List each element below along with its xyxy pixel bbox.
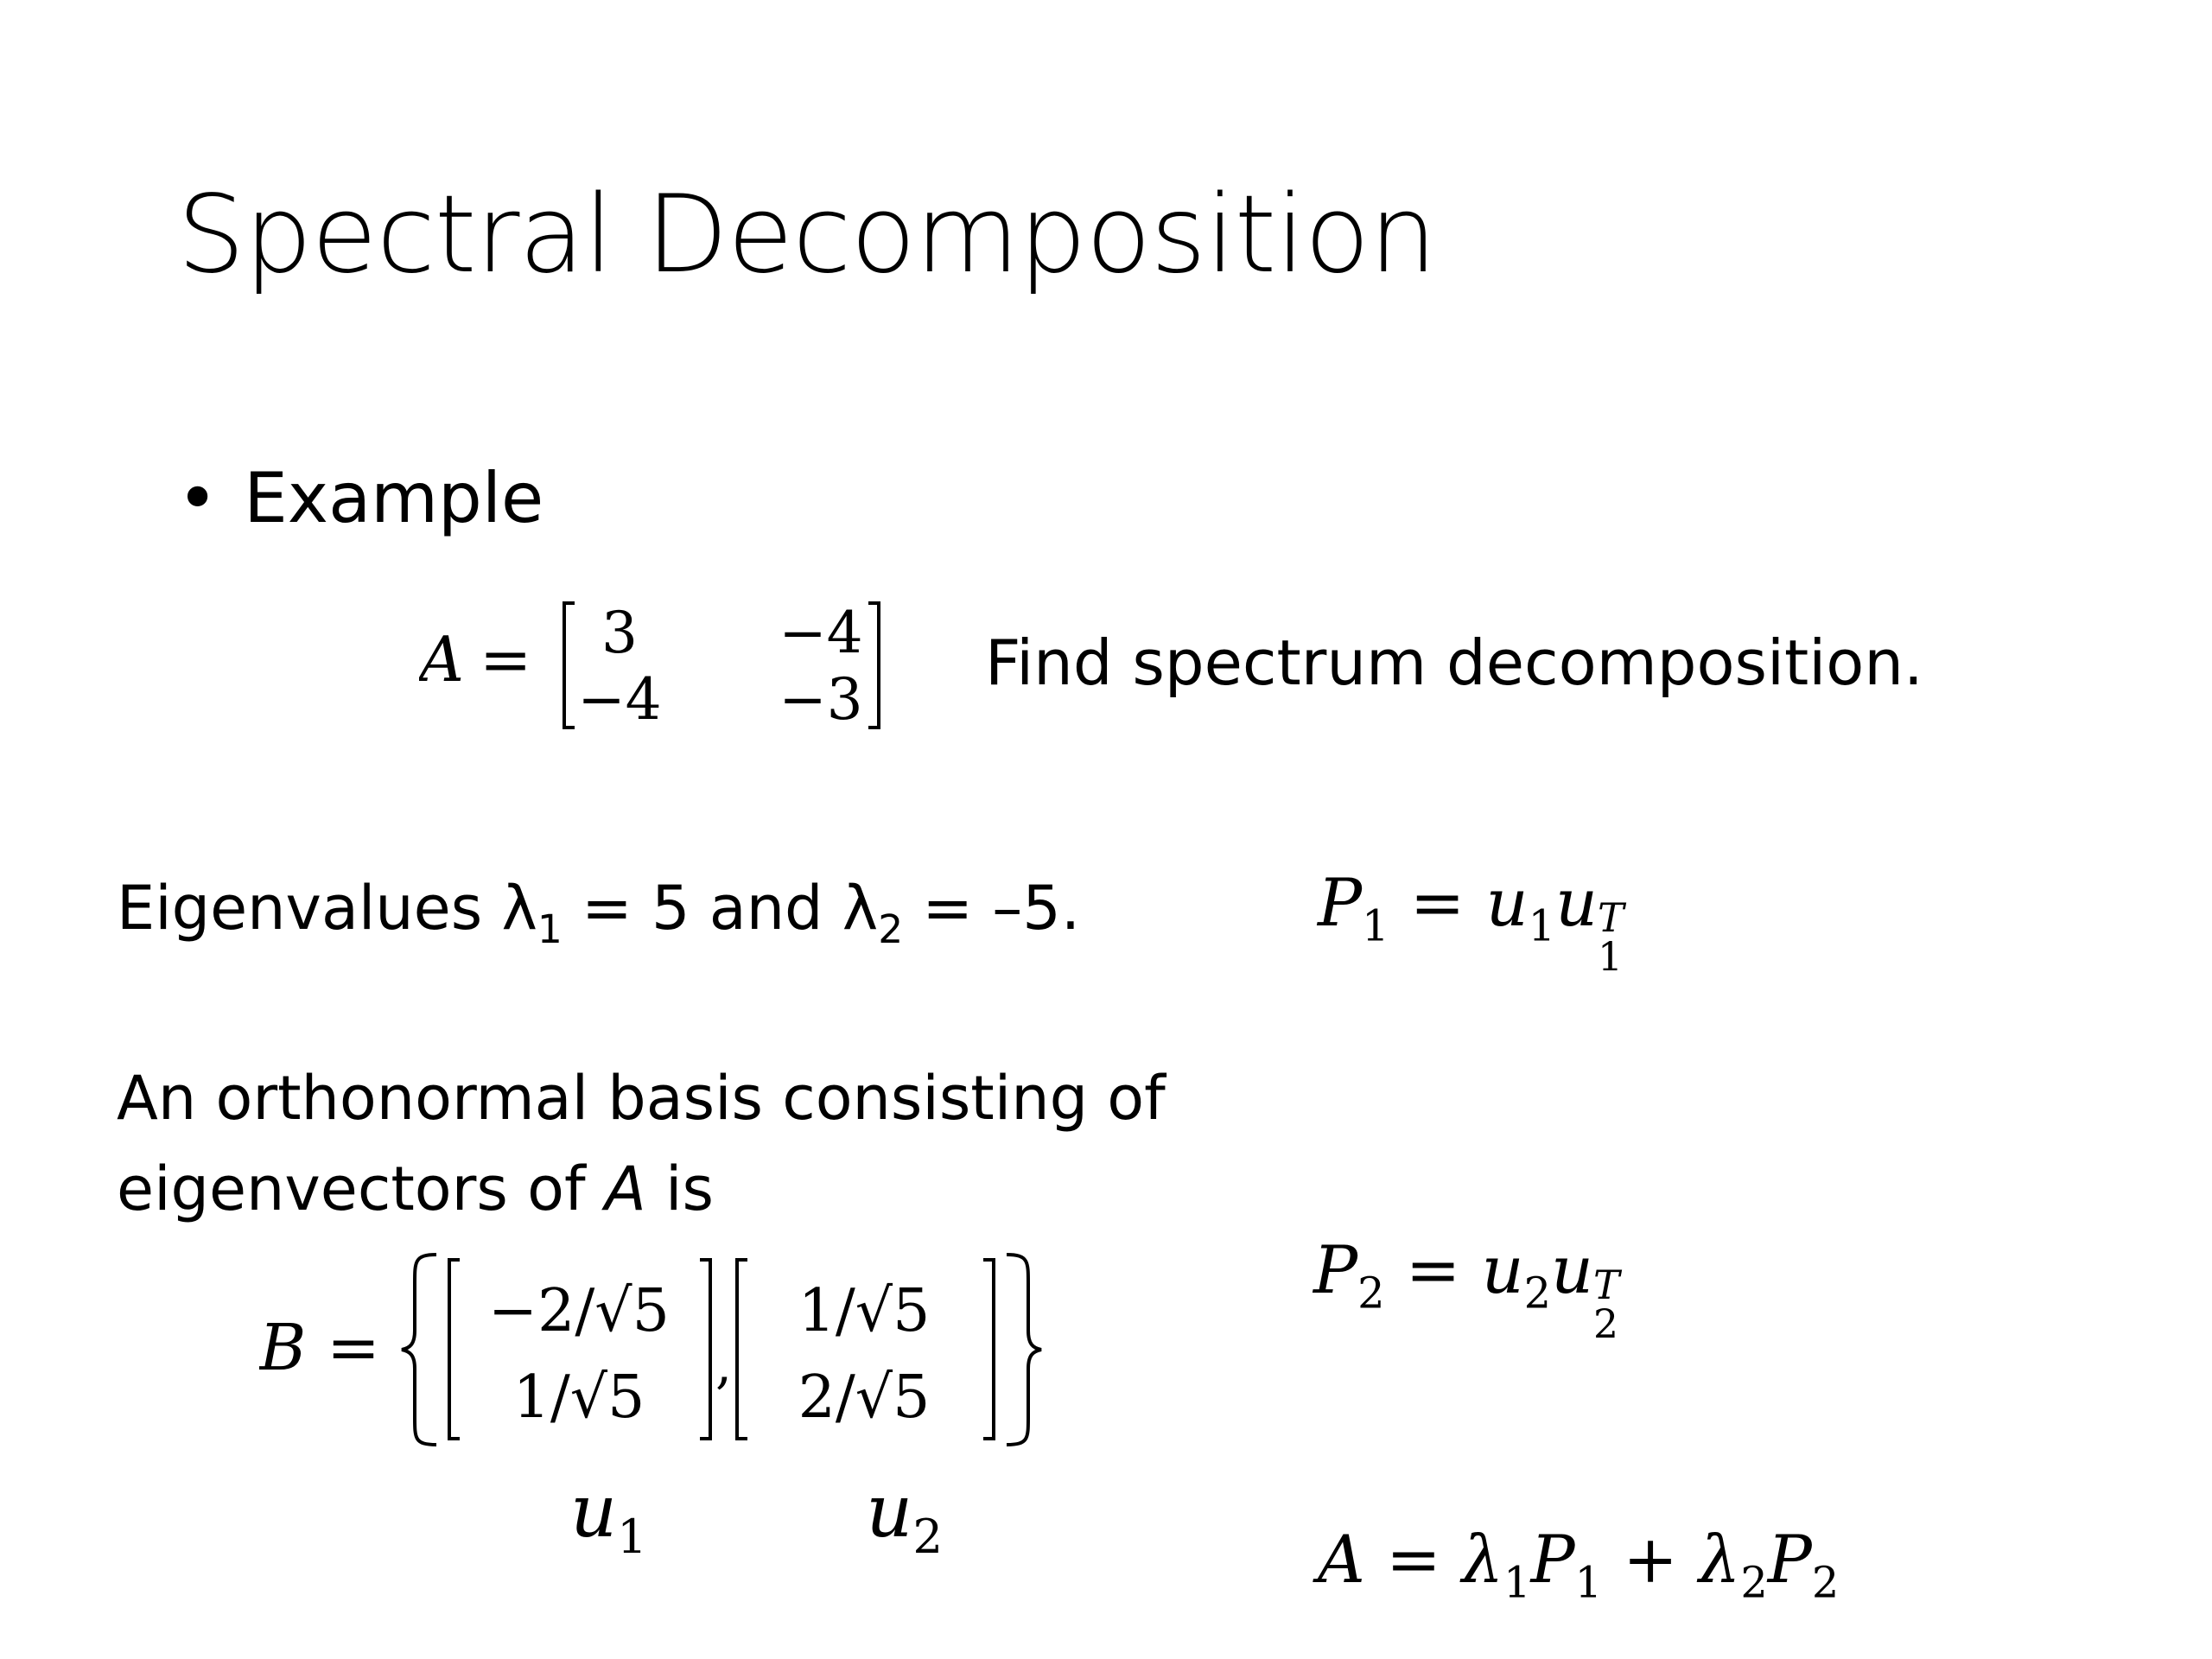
basis-text-pre: eigenvectors of — [117, 1154, 605, 1224]
p-1: P — [1530, 1521, 1575, 1598]
u1-right-bracket — [700, 1260, 710, 1439]
u1-left-bracket — [449, 1260, 460, 1439]
p2-supsub: T 2 — [1592, 1262, 1620, 1348]
p1-supsub: T 1 — [1597, 894, 1624, 981]
bullet-text: Example — [244, 458, 544, 538]
p-2-sub: 2 — [1811, 1557, 1840, 1608]
p2-u: u — [1481, 1231, 1524, 1308]
matrix-a-name: A — [419, 623, 464, 696]
lambda-2: λ — [1699, 1521, 1741, 1598]
p1-lhs: P — [1318, 864, 1363, 941]
p2-u: u — [1551, 1231, 1593, 1308]
plus-sign: + — [1623, 1521, 1678, 1598]
p1-equation — [1318, 864, 1624, 981]
p1-equals: = — [1409, 864, 1465, 941]
u2-entry: 1/√5 — [798, 1277, 931, 1345]
lambda-1-sub: 1 — [1503, 1557, 1531, 1608]
left-bracket — [564, 603, 575, 728]
slide-title: Spectral Decomposition — [177, 173, 1437, 297]
matrix-a-cell: 3 — [601, 600, 638, 666]
basis-text-var: A — [604, 1154, 646, 1224]
basis-b-name: B — [259, 1311, 307, 1385]
basis-b-svg — [259, 1244, 1054, 1452]
bullet-item — [177, 458, 543, 538]
basis-text-line2 — [117, 1154, 714, 1224]
p2-equals: = — [1405, 1231, 1461, 1308]
spectral-equals: = — [1386, 1521, 1441, 1598]
u2-right-bracket — [983, 1260, 994, 1439]
lambda-sub-2: 2 — [878, 906, 904, 952]
right-brace — [1007, 1255, 1041, 1445]
p1-u: u — [1485, 864, 1529, 941]
eigenvalues-text — [117, 873, 1080, 952]
basis-b-equation — [259, 1244, 1054, 1456]
lambda-2-sub: 2 — [1740, 1557, 1768, 1608]
comma: , — [715, 1335, 733, 1395]
p-2: P — [1767, 1521, 1812, 1598]
eigenvalues-prefix: Eigenvalues — [117, 873, 502, 944]
lambda-sub-1: 1 — [537, 906, 563, 952]
vector-labels — [570, 1469, 943, 1564]
basis-text-line1: An orthonormal basis consisting of — [117, 1063, 1166, 1134]
lambda-1: λ — [1461, 1521, 1504, 1598]
u1-entry: −2/√5 — [488, 1277, 670, 1345]
p2-lhs: P — [1313, 1231, 1358, 1308]
matrix-a-cell: −4 — [577, 666, 662, 733]
equals-sign: = — [480, 623, 532, 696]
matrix-a-cell: −3 — [779, 666, 863, 733]
matrix-a-svg — [419, 588, 903, 743]
u2-entry: 2/√5 — [798, 1363, 931, 1432]
matrix-a-cell: −4 — [779, 600, 863, 666]
spectral-equation — [1318, 1521, 1839, 1607]
u1-entry: 1/√5 — [512, 1363, 645, 1432]
p1-sub: 1 — [1362, 900, 1389, 951]
p-1-sub: 1 — [1574, 1557, 1603, 1608]
eigenvalue-2-text: = –5. — [903, 873, 1081, 944]
p1-u: u — [1555, 864, 1598, 941]
equals-sign: = — [327, 1311, 381, 1385]
p2-equation — [1313, 1231, 1620, 1348]
bullet-dot-icon: • — [177, 458, 219, 538]
lambda-symbol: λ — [501, 873, 537, 944]
lambda-symbol: λ — [842, 873, 879, 944]
eigenvalue-1-text: = 5 and — [562, 873, 842, 944]
u2-label-sub: 2 — [912, 1509, 944, 1565]
find-instruction: Find spectrum decomposition. — [985, 626, 1923, 699]
u1-label-sub: 1 — [617, 1509, 647, 1565]
u2-left-bracket — [737, 1260, 747, 1439]
p2-u-sub: 2 — [1523, 1268, 1551, 1319]
basis-text-post: is — [645, 1154, 714, 1224]
u1-label: u — [570, 1469, 618, 1554]
matrix-a-equation — [419, 588, 903, 747]
p2-sub: 2 — [1357, 1268, 1385, 1319]
left-brace — [402, 1255, 436, 1445]
p1-u-sub: 1 — [1528, 900, 1555, 951]
spectral-lhs: A — [1318, 1521, 1365, 1598]
right-bracket — [868, 603, 879, 728]
u2-label: u — [866, 1469, 913, 1554]
